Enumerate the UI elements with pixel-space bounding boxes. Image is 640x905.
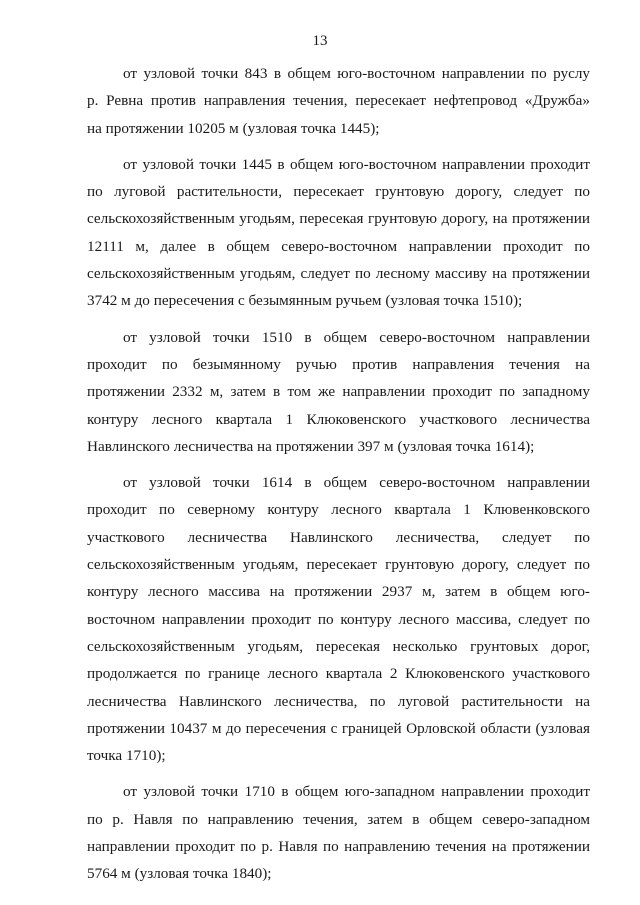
- text-line: направлении проходит по р. Навля по направлению течения на протяжении: [87, 838, 590, 856]
- text-line: протяжении 10437 м до пересечения с границей Орловской области (узловая: [87, 719, 590, 737]
- text-line: проходит по северному контуру лесного квартала 1 Клювенковского: [87, 501, 590, 519]
- text-line: контуру лесного массива на протяжении 2937 м, затем в общем юго-: [87, 583, 590, 601]
- text-line: 12111 м, далее в общем северо-восточном направлении проходит по: [87, 237, 590, 255]
- text-line: сельскохозяйственным угодьям, пересекая грунтовую дорогу, на протяжении: [87, 210, 590, 228]
- text-line: продолжается по границе лесного квартала 2 Клюковенского участкового: [87, 665, 590, 683]
- text-line: от узловой точки 1710 в общем юго-западном направлении проходит: [123, 783, 590, 801]
- text-line: сельскохозяйственным угодьям, пересекая несколько грунтовых дорог,: [87, 637, 590, 655]
- text-line: участкового лесничества Навлинского лесничества, следует по: [87, 528, 590, 546]
- paragraph-1614-1710: [87, 469, 590, 769]
- paragraph-1445-1510: [87, 151, 590, 315]
- text-line: 3742 м до пересечения с безымянным ручьем (узловая точка 1510);: [87, 292, 523, 310]
- text-line: р. Ревна против направления течения, пересекает нефтепровод «Дружба»: [87, 92, 590, 110]
- text-line: по луговой растительности, пересекает грунтовую дорогу, следует по: [87, 183, 590, 201]
- text-line: сельскохозяйственным угодьям, следует по лесному массиву на протяжении: [87, 265, 590, 283]
- paragraph-1510-1614: [87, 324, 590, 460]
- text-line: на протяжении 10205 м (узловая точка 1445);: [87, 119, 380, 137]
- paragraph-1710-1840: [87, 778, 590, 887]
- page-number: 13: [312, 33, 328, 49]
- text-line: по р. Навля по направлению течения, затем в общем северо-западном: [87, 810, 590, 828]
- text-line: проходит по безымянному ручью против направления течения на: [87, 355, 590, 373]
- text-line: от узловой точки 1445 в общем юго-восточном направлении проходит: [123, 155, 590, 173]
- text-line: контуру лесного квартала 1 Клюковенского участкового лесничества: [87, 410, 590, 428]
- text-line: от узловой точки 1614 в общем северо-восточном направлении: [123, 474, 590, 492]
- text-line: точка 1710);: [87, 747, 166, 765]
- text-line: сельскохозяйственным угодьям, пересекает грунтовую дорогу, следует по: [87, 556, 590, 574]
- document-body: [87, 60, 590, 897]
- text-line: 5764 м (узловая точка 1840);: [87, 865, 272, 883]
- text-line: протяжении 2332 м, затем в том же направлении проходит по западному: [87, 383, 590, 401]
- text-line: лесничества Навлинского лесничества, по луговой растительности на: [87, 692, 590, 710]
- paragraph-843-1445: [87, 60, 590, 142]
- text-line: Навлинского лесничества на протяжении 397 м (узловая точка 1614);: [87, 437, 535, 455]
- text-line: от узловой точки 843 в общем юго-восточном направлении по руслу: [123, 65, 590, 82]
- text-line: восточном направлении проходит по контуру лесного массива, следует по: [87, 610, 590, 628]
- text-line: от узловой точки 1510 в общем северо-восточном направлении: [123, 328, 590, 346]
